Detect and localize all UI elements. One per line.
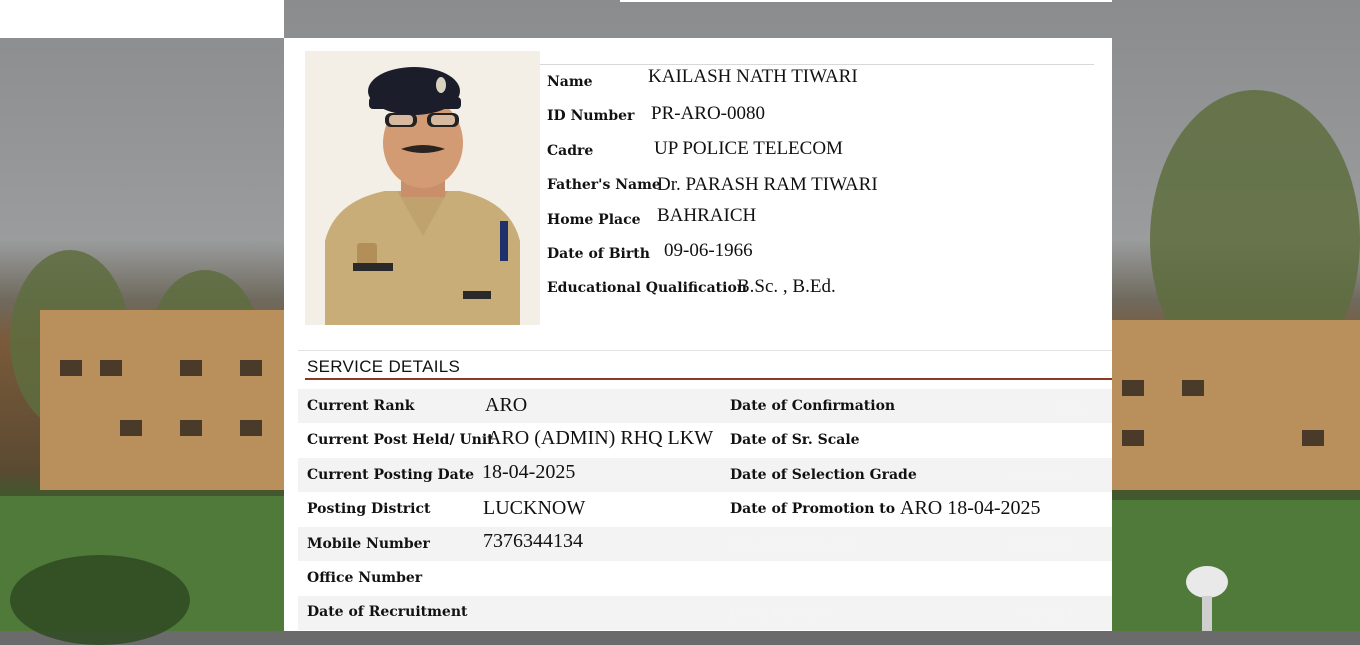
id-number-value: PR-ARO-0080	[651, 103, 766, 124]
date-of-birth-value: 09-06-1966	[664, 240, 753, 261]
name-label: Name	[547, 74, 593, 90]
officer-photo	[305, 51, 540, 325]
current-post-value: ARO (ADMIN) RHQ LKW	[487, 427, 714, 449]
date-of-promotion-label: Date of Promotion to	[730, 501, 896, 517]
promotion-faint-label: Date of Promotion	[730, 605, 827, 620]
section-divider	[298, 350, 1112, 351]
mobile-number-value: 7376344134	[483, 530, 583, 552]
current-rank-value: ARO	[485, 394, 528, 416]
promotion-faint-value: 17/12/2014	[1014, 605, 1074, 620]
posting-district-label: Posting District	[307, 501, 431, 517]
date-of-sr-scale-label: Date of Sr. Scale	[730, 432, 860, 448]
office-number-label: Office Number	[307, 570, 423, 586]
lawn-right	[1112, 500, 1360, 631]
top-white-strip	[620, 0, 1112, 2]
fathers-name-value: Dr. PARASH RAM TIWARI	[657, 174, 878, 195]
building-right	[1112, 320, 1360, 490]
service-details-rule	[305, 378, 1112, 380]
date-of-confirmation-faint-value: 1985	[1056, 400, 1082, 415]
home-place-label: Home Place	[547, 212, 641, 228]
cadre-value: UP POLICE TELECOM	[654, 138, 843, 159]
date-of-confirmation-label: Date of Confirmation	[730, 398, 896, 414]
mobile-number-label: Mobile Number	[307, 536, 430, 552]
current-rank-label: Current Rank	[307, 398, 415, 414]
current-posting-date-label: Current Posting Date	[307, 467, 475, 483]
date-of-selection-grade-label: Date of Selection Grade	[730, 467, 917, 483]
top-left-white-strip	[0, 0, 284, 38]
fathers-name-label: Father's Name	[547, 177, 661, 193]
date-of-recruitment-label: Date of Recruitment	[307, 604, 468, 620]
promotion-ig-faint-value: 01/02/2009	[1012, 537, 1072, 552]
education-label: Educational Qualification	[547, 280, 747, 296]
current-post-label: Current Post Held/ Unit	[307, 432, 494, 448]
promotion-ig-faint-label: Date of Promotion to IG	[730, 537, 858, 552]
id-number-label: ID Number	[547, 108, 635, 124]
service-details-heading: SERVICE DETAILS	[307, 357, 461, 376]
name-value: KAILASH NATH TIWARI	[648, 66, 858, 87]
card-top-line	[540, 64, 1094, 65]
lamp-globe	[1186, 566, 1228, 598]
officer-portrait-image	[305, 51, 540, 325]
cadre-label: Cadre	[547, 143, 594, 159]
row-band	[298, 389, 1112, 423]
posting-district-value: LUCKNOW	[483, 497, 586, 519]
current-posting-date-value: 18-04-2025	[482, 461, 576, 483]
hedge	[10, 555, 190, 645]
date-of-promotion-value: ARO 18-04-2025	[900, 497, 1041, 519]
date-of-selection-grade-faint-value: 01/07/1996	[1014, 468, 1074, 483]
home-place-value: BAHRAICH	[657, 205, 757, 226]
education-value: B.Sc. , B.Ed.	[737, 276, 836, 297]
date-of-birth-label: Date of Birth	[547, 246, 650, 262]
building-left	[40, 310, 284, 490]
lamp-post	[1202, 596, 1212, 631]
